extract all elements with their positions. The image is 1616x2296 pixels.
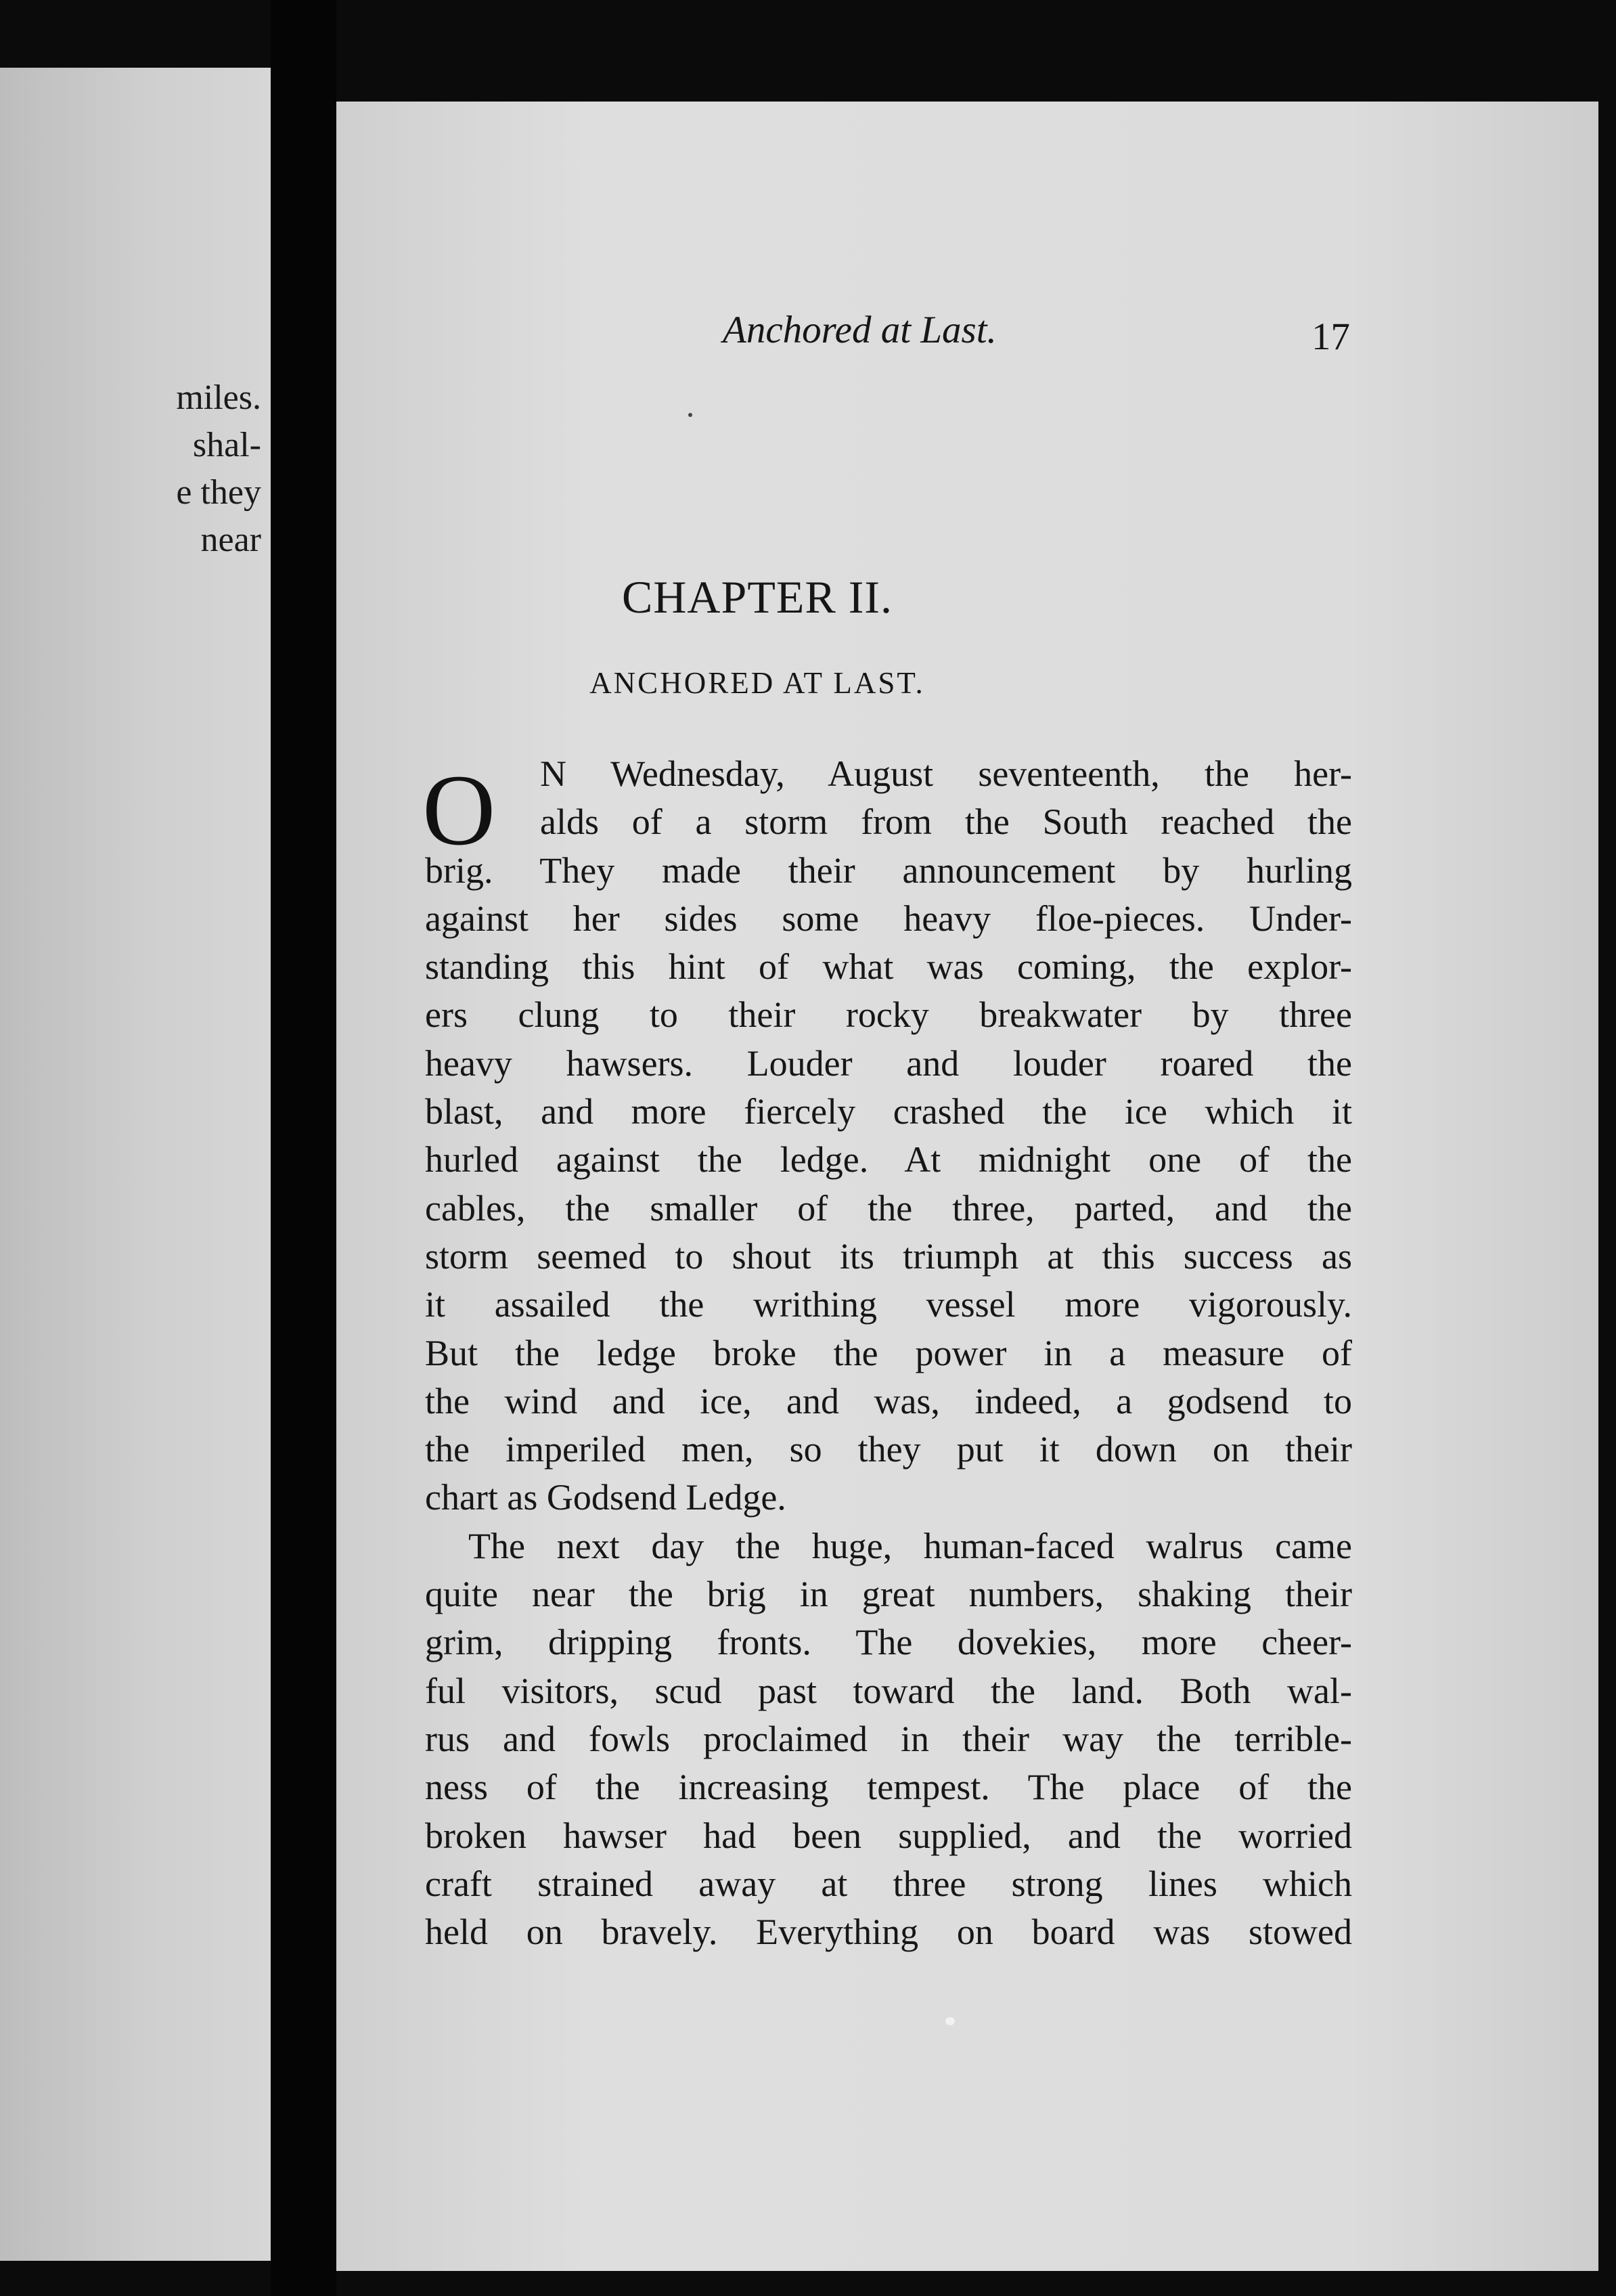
chapter-heading: CHAPTER II. xyxy=(621,571,893,623)
text-line: cables, the smaller of the three, parted, and the xyxy=(425,1187,1352,1229)
drop-cap: O xyxy=(422,754,496,866)
text-line: rus and fowls proclaimed in their way the terrible- xyxy=(425,1718,1352,1759)
text-line: blast, and more fiercely crashed the ice which it xyxy=(425,1091,1352,1132)
chapter-subtitle: ANCHORED AT LAST. xyxy=(589,666,925,700)
text-line: alds of a storm from the South reached the xyxy=(540,801,1352,843)
text-line: heavy hawsers. Louder and louder roared the xyxy=(425,1042,1352,1084)
text-line: ness of the increasing tempest. The place of the xyxy=(425,1767,1352,1808)
text-line: chart as Godsend Ledge. xyxy=(425,1477,786,1518)
text-line: The next day the huge, human-faced walrus came xyxy=(468,1525,1352,1566)
paper-speck xyxy=(688,413,692,417)
text-line: brig. They made their announcement by hurling xyxy=(425,849,1352,891)
text-line: ers clung to their rocky breakwater by three xyxy=(425,994,1352,1036)
text-line: storm seemed to shout its triumph at this success as xyxy=(425,1235,1352,1277)
left-page-text-line: miles. xyxy=(176,378,261,417)
body-text xyxy=(422,750,1352,1956)
text-line: the wind and ice, and was, indeed, a godsend to xyxy=(425,1380,1352,1421)
page-number: 17 xyxy=(1311,315,1350,358)
text-line: against her sides some heavy floe-pieces. Under- xyxy=(425,898,1352,939)
text-line: quite near the brig in great numbers, shaking their xyxy=(425,1574,1352,1615)
text-line: held on bravely. Everything on board was stowed xyxy=(425,1912,1352,1953)
book-gutter xyxy=(271,0,336,2296)
left-page xyxy=(0,68,271,2261)
text-line: ful visitors, scud past toward the land. Both wal- xyxy=(425,1670,1352,1711)
text-line: standing this hint of what was coming, the explor- xyxy=(425,946,1352,988)
text-line: it assailed the writhing vessel more vigorously. xyxy=(425,1284,1352,1325)
text-line: grim, dripping fronts. The dovekies, more cheer- xyxy=(425,1622,1352,1663)
text-line: the imperiled men, so they put it down on their xyxy=(425,1429,1352,1470)
text-line: broken hawser had been supplied, and the worried xyxy=(425,1815,1352,1856)
running-title: Anchored at Last. xyxy=(723,309,997,351)
left-page-text-line: near xyxy=(200,521,261,559)
text-line: N Wednesday, August seventeenth, the her- xyxy=(540,753,1352,794)
text-line: hurled against the ledge. At midnight one of the xyxy=(425,1139,1352,1180)
paper-speck xyxy=(945,2017,955,2025)
text-line: craft strained away at three strong lines which xyxy=(425,1863,1352,1904)
left-page-text-line: e they xyxy=(176,473,261,512)
left-page-text-line: shal- xyxy=(192,426,261,464)
text-line: But the ledge broke the power in a measure of xyxy=(425,1332,1352,1373)
